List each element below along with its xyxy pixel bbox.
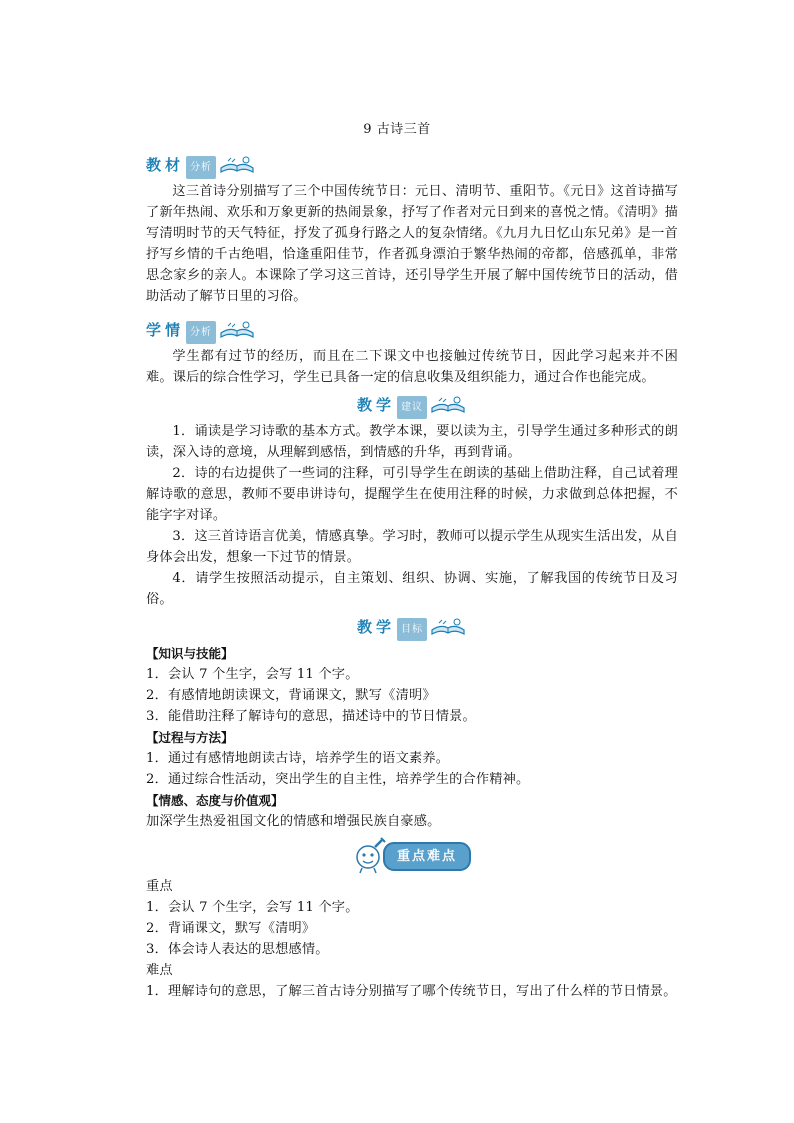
emotion-label: 【情感、态度与价值观】 bbox=[146, 793, 284, 808]
mascot-icon bbox=[353, 837, 387, 875]
focus-label: 重点 bbox=[146, 879, 173, 894]
knowledge-item: 3．能借助注释了解诗句的意思，描述诗中的节日情景。 bbox=[146, 709, 476, 724]
focus-item: 2．背诵课文，默写《清明》 bbox=[146, 921, 316, 936]
heading-sub: 建议 bbox=[397, 396, 427, 419]
heading-sub: 目标 bbox=[397, 618, 427, 641]
heading-main: 教学 bbox=[356, 617, 395, 636]
lesson-title: 9 古诗三首 bbox=[363, 122, 431, 137]
knowledge-item: 1．会认 7 个生字，会写 11 个字。 bbox=[146, 667, 359, 682]
keypoints-badge-label: 重点难点 bbox=[383, 842, 471, 871]
book-icon bbox=[218, 319, 256, 341]
student-paragraph: 学生都有过节的经历，而且在二下课文中也接触过传统节日，因此学习起来并不困难。课后的综合性学习，学生已具备一定的信息收集及组织能力，通过合作也能完成。 bbox=[146, 349, 678, 385]
book-icon bbox=[429, 394, 467, 416]
focus-item: 3．体会诗人表达的思想感情。 bbox=[146, 942, 329, 957]
section-heading-student bbox=[146, 317, 678, 343]
lesson-content bbox=[146, 150, 678, 1002]
keypoints-badge bbox=[146, 836, 678, 876]
heading-sub: 分析 bbox=[186, 156, 216, 179]
process-label: 【过程与方法】 bbox=[146, 730, 234, 745]
advice-item: 1．诵读是学习诗歌的基本方式。教学本课，要以读为主，引导学生通过多种形式的朗读，深入诗的意境，从理解到感悟，到情感的升华，再到背诵。 bbox=[146, 424, 678, 460]
section-heading-material bbox=[146, 152, 678, 178]
heading-sub: 分析 bbox=[186, 321, 216, 344]
process-item: 1．通过有感情地朗读古诗，培养学生的语文素养。 bbox=[146, 751, 450, 766]
knowledge-item: 2．有感情地朗读课文，背诵课文，默写《清明》 bbox=[146, 688, 436, 703]
heading-main: 学情 bbox=[146, 320, 185, 339]
focus-item: 1．会认 7 个生字，会写 11 个字。 bbox=[146, 900, 359, 915]
difficulty-label: 难点 bbox=[146, 963, 173, 978]
knowledge-label: 【知识与技能】 bbox=[146, 646, 234, 661]
book-icon bbox=[218, 154, 256, 176]
emotion-item: 加深学生热爱祖国文化的情感和增强民族自豪感。 bbox=[146, 814, 441, 829]
heading-main: 教学 bbox=[356, 395, 395, 414]
material-paragraph: 这三首诗分别描写了三个中国传统节日：元日、清明节、重阳节。《元日》这首诗描写了新年热闹、欢乐和万象更新的热闹景象，抒写了作者对元日到来的喜悦之情。《清明》描写清明时节的天气特征，抒发了孤身行路之人的复杂情绪。《九月九日忆山东兄弟》是一首抒写乡情的千古绝唱，恰逢重阳佳节，作者孤身漂泊于繁华热闹的帝都，倍感孤单，非常思念家乡的亲人。本课除了学习这三首诗，还引导学生开展了解中国传统节日的活动，借助活动了解节日里的习俗。 bbox=[146, 184, 678, 304]
difficulty-item: 1．理解诗句的意思，了解三首古诗分别描写了哪个传统节日，写出了什么样的节日情景。 bbox=[146, 984, 677, 999]
process-item: 2．通过综合性活动，突出学生的自主性，培养学生的合作精神。 bbox=[146, 772, 530, 787]
advice-item: 2．诗的右边提供了一些词的注释，可引导学生在朗读的基础上借助注释，自己试着理解诗歌的意思，教师不要串讲诗句，提醒学生在使用注释的时候，力求做到总体把握，不能字字对译。 bbox=[146, 466, 678, 523]
heading-main: 教材 bbox=[146, 155, 185, 174]
section-heading-goals bbox=[146, 614, 678, 640]
advice-item: 4．请学生按照活动提示，自主策划、组织、协调、实施，了解我国的传统节日及习俗。 bbox=[146, 571, 678, 607]
book-icon bbox=[429, 616, 467, 638]
section-heading-advice bbox=[146, 392, 678, 418]
advice-item: 3．这三首诗语言优美，情感真挚。学习时，教师可以提示学生从现实生活出发，从自身体会出发，想象一下过节的情景。 bbox=[146, 529, 678, 565]
